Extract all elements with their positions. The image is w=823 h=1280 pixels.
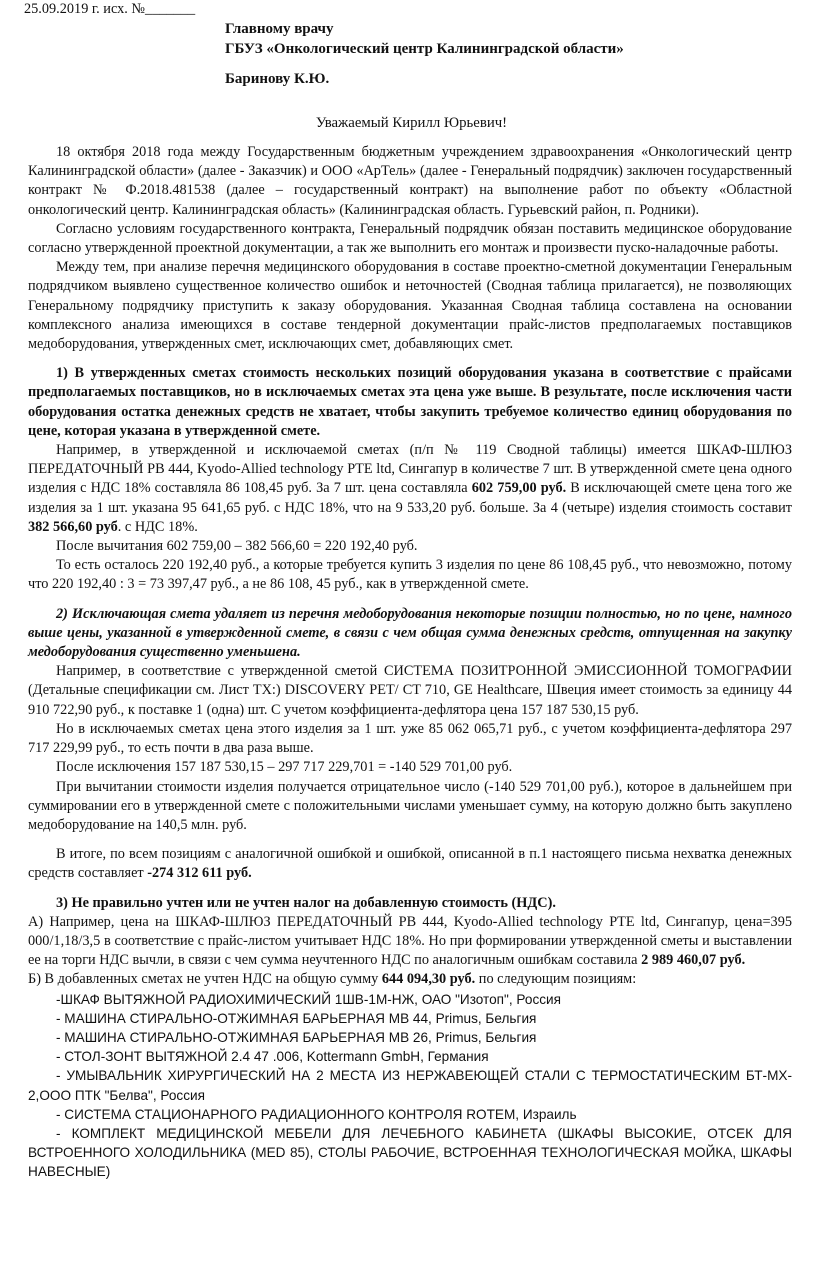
- equipment-list-item: -ШКАФ ВЫТЯЖНОЙ РАДИОХИМИЧЕСКИЙ 1ШВ-1М-НЖ, ОАО "Изотоп", Россия: [56, 991, 561, 1007]
- section-2-summary: В итоге, по всем позициям с аналогичной ошибкой и ошибкой, описанной в п.1 настоящего письма нехватка денежных средств составляет -274 312 611 руб.: [28, 846, 792, 882]
- intro-paragraph-contract: 18 октября 2018 года между Государственным бюджетным учреждением здравоохранения «Онкологический центр Калининградской области» (далее - Заказчик) и ООО «АрТель» (далее - Генеральный подрядчик) заключен государственный контракт № Ф.2018.481538 (далее – государственный контракт) на выполнение работ по объекту «Областной онкологический центр. Калининградская область» (Калининградская область. Гурьевский район, п. Родники).: [28, 144, 792, 218]
- equipment-list-item: - СТОЛ-ЗОНТ ВЫТЯЖНОЙ 2.4 47 .006, Kottermann GmbH, Германия: [56, 1049, 489, 1065]
- salutation: Уважаемый Кирилл Юрьевич!: [315, 115, 508, 131]
- equipment-list-item: - МАШИНА СТИРАЛЬНО-ОТЖИМНАЯ БАРЬЕРНАЯ МВ 44, Primus, Бельгия: [56, 1010, 537, 1026]
- section-2-heading: 2) Исключающая смета удаляет из перечня медоборудования некоторые позиции полностью, но по цене, намного выше цены, указанной в утвержденной смете, в связи с чем общая сумма денежных средств, отпущенная на закупку медоборудования существенно уменьшена.: [28, 605, 792, 661]
- date-outgoing-number: 25.09.2019 г. исх. №_______: [24, 1, 196, 17]
- section-2-negative-result: При вычитании стоимости изделия получается отрицательное число (-140 529 701,00 руб.), которое в дальнейшем при суммировании его в утвержденной смете с положительными числами уменьшает сумму, на которую должно быть закуплено медоборудование на 140,5 млн. руб.: [28, 778, 792, 833]
- section-1-conclusion: То есть осталось 220 192,40 руб., а которые требуется купить 3 изделия по цене 86 108,45 руб., что невозможно, потому что 220 192,40 : 3 = 73 397,47 руб., а не 86 108, 45 руб., как в утвержденной смете.: [28, 557, 792, 593]
- section-1-heading: 1) В утвержденных сметах стоимость нескольких позиций оборудования указана в соответствие с прайсами предполагаемых поставщиков, но в исключаемых сметах эта цена уже выше. В результате, после исключения части оборудования остатка денежных средств не хватает, чтобы закупить требуемое количество единиц оборудования по цене, которая указана в утвержденной смете.: [28, 365, 792, 439]
- section-2-example: Например, в соответствие с утвержденной сметой СИСТЕМА ПОЗИТРОННОЙ ЭМИССИОННОЙ ТОМОГРАФИИ (Детальные спецификации см. Лист ТХ:) DISCOVERY PET/ CT 710, GE Healthcare, Швеция имеет стоимость за единицу 44 910 722,90 руб., к поставке 1 (одна) шт. С учетом коэффициента-дефлятора цена 157 187 530,15 руб.: [28, 663, 792, 718]
- addressee-position: Главному врачу: [225, 21, 334, 37]
- letter-body: [28, 143, 792, 1182]
- intro-paragraph-analysis: Между тем, при анализе перечня медицинского оборудования в составе проектно-сметной документации Генеральным подрядчиком выявлено существенное количество ошибок и неточностей (Сводная таблица прилагается), не позволяющих Генеральному подрядчику приступить к заказу оборудования. Указанная Сводная таблица составлена на основании комплексного анализа имеющихся в составе тендерной документации прайс-листов предполагаемых поставщиков медоборудования, утвержденных смет, исключающих смет, добавляющих смет.: [28, 259, 792, 353]
- equipment-list-item: - МАШИНА СТИРАЛЬНО-ОТЖИМНАЯ БАРЬЕРНАЯ МВ 26, Primus, Бельгия: [56, 1029, 537, 1045]
- section-3-item-a: А) Например, цена на ШКАФ-ШЛЮЗ ПЕРЕДАТОЧНЫЙ РВ 444, Kyodo-Allied technology PTE ltd, Сингапур, цена=395 000/1,18/3,5 в соответствие с прайс-листом учитывает НДС 18%. Но при формировании утвержденной сметы и выставлении ее на торги НДС вычли, в связи с чем сумма неучтенного НДС по аналогичным ошибкам составила 2 989 460,07 руб.: [28, 913, 792, 969]
- addressee-name: Баринову К.Ю.: [225, 71, 330, 87]
- intro-paragraph-obligations: Согласно условиям государственного контракта, Генеральный подрядчик обязан поставить медицинское оборудование согласно утвержденной проектной документации, а так же выполнить его монтаж и произвести пуско-наладочные работы.: [28, 220, 792, 257]
- section-2-excluded-price: Но в исключаемых сметах цена этого изделия за 1 шт. уже 85 062 065,71 руб., с учетом коэффициента-дефлятора 297 717 229,99 руб., то есть почти в два раза выше.: [28, 720, 792, 757]
- addressee-organization: ГБУЗ «Онкологический центр Калининградской области»: [225, 41, 624, 57]
- section-3-heading: 3) Не правильно учтен или не учтен налог на добавленную стоимость (НДС).: [56, 894, 556, 911]
- section-3-item-b: Б) В добавленных сметах не учтен НДС на общую сумму 644 094,30 руб. по следующим позициям:: [28, 971, 637, 988]
- equipment-list-item: - СИСТЕМА СТАЦИОНАРНОГО РАДИАЦИОННОГО КОНТРОЛЯ ROTEM, Израиль: [56, 1106, 577, 1122]
- section-1-subtraction: После вычитания 602 759,00 – 382 566,60 = 220 192,40 руб.: [56, 538, 418, 555]
- equipment-list-item: - КОМПЛЕКТ МЕДИЦИНСКОЙ МЕБЕЛИ ДЛЯ ЛЕЧЕБНОГО КАБИНЕТА (ШКАФЫ ВЫСОКИЕ, ОТСЕК ДЛЯ ВСТРОЕННОГО ХОЛОДИЛЬНИКА (MED 85), СТОЛЫ РАБОЧИЕ, ВСТРОЕННАЯ ТЕХНОЛОГИЧЕСКАЯ МОЙКА, ШКАФЫ НАВЕСНЫЕ): [28, 1125, 792, 1180]
- equipment-list-item: - УМЫВАЛЬНИК ХИРУРГИЧЕСКИЙ НА 2 МЕСТА ИЗ НЕРЖАВЕЮЩЕЙ СТАЛИ С ТЕРМОСТАТИЧЕСКИМ БТ-МХ- 2,ООО ПТК "Белва", Россия: [28, 1068, 792, 1103]
- section-2-subtraction: После исключения 157 187 530,15 – 297 717 229,701 = -140 529 701,00 руб.: [56, 759, 513, 776]
- section-1-example: Например, в утвержденной и исключаемой сметах (п/п № 119 Сводной таблицы) имеется ШКАФ-ШЛЮЗ ПЕРЕДАТОЧНЫЙ РВ 444, Kyodo-Allied technology PTE ltd, Сингапур в количестве 7 шт. В утвержденной смете цена одного изделия с НДС 18% составляла 86 108,45 руб. За 7 шт. цена составляла 602 759,00 руб. В исключающей смете цена того же изделия за 1 шт. указана 95 641,65 руб. с НДС 18%, что на 9 533,20 руб. больше. За 4 (четыре) изделия стоимость составит 382 566,60 руб. с НДС 18%.: [28, 442, 792, 535]
